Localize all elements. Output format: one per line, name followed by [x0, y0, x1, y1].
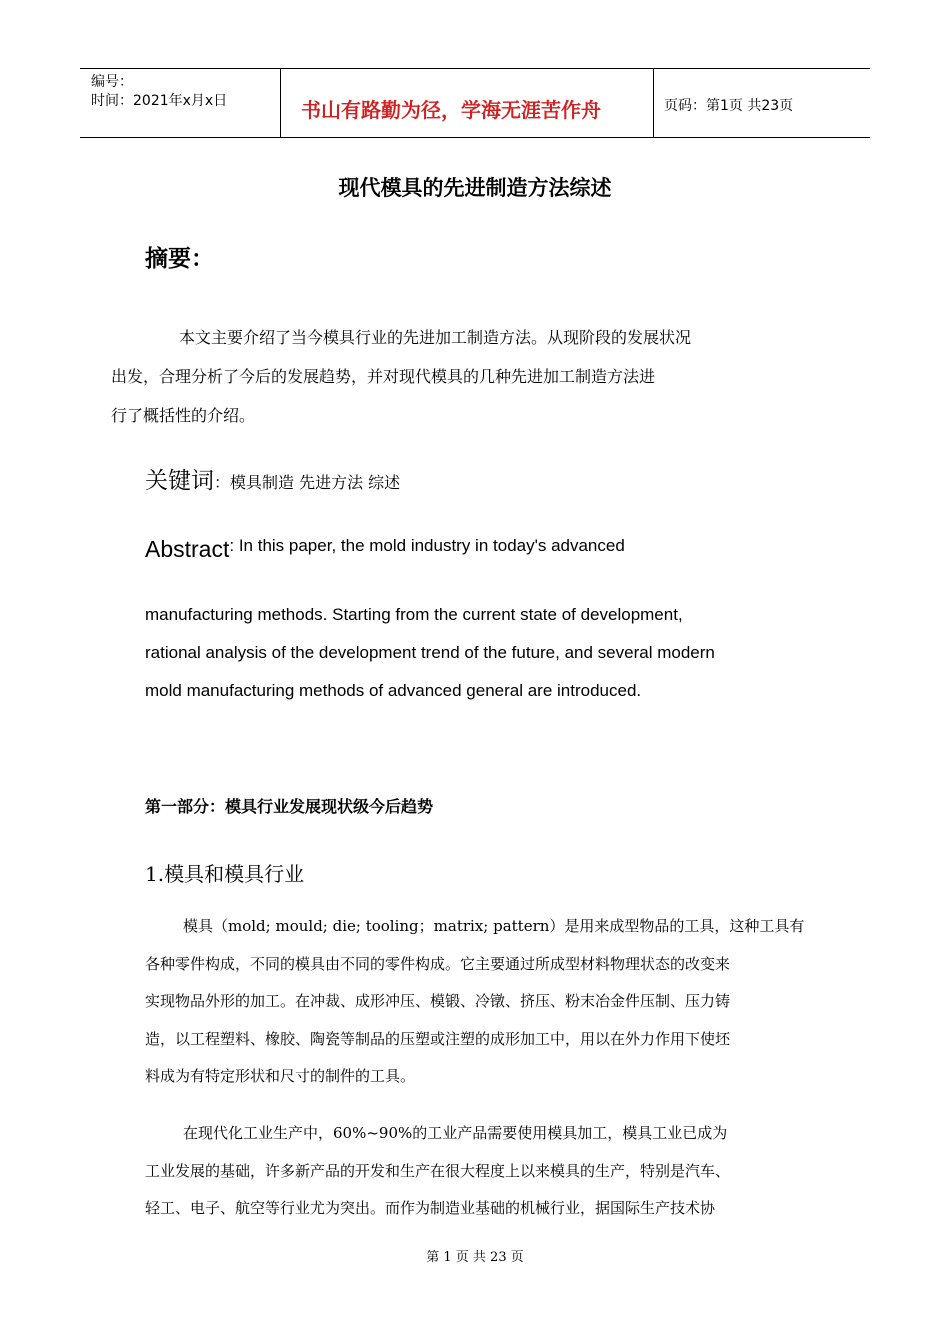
page-info: 页码：第1页 共23页 — [664, 98, 794, 114]
abstract-body — [111, 318, 815, 435]
header-table — [80, 68, 870, 138]
header-left-cell — [80, 69, 281, 137]
english-abstract-body — [145, 596, 845, 710]
english-line: manufacturing methods. Starting from the current state of development, — [145, 605, 683, 624]
section-heading: 第一部分：模具行业发展现状级今后趋势 — [145, 797, 434, 816]
document-title: 现代模具的先进制造方法综述 — [338, 176, 612, 200]
paragraph-line: 造，以工程塑料、橡胶、陶瓷等制品的压塑或注塑的成形加工中，用以在外力作用下使坯 — [145, 1029, 731, 1048]
abstract-line: 行了概括性的介绍。 — [111, 406, 256, 425]
abstract-line: 出发，合理分析了今后的发展趋势，并对现代模具的几种先进加工制造方法进 — [111, 367, 656, 386]
paragraph-line: 轻工、电子、航空等行业尤为突出。而作为制造业基础的机械行业，据国际生产技术协 — [145, 1199, 716, 1217]
paragraph-line: 实现物品外形的加工。在冲裁、成形冲压、模锻、冷镦、挤压、粉末冶金件压制、压力铸 — [145, 992, 731, 1010]
subsection-heading: 1.模具和模具行业 — [145, 862, 305, 886]
page-footer: 第 1 页 共 23 页 — [426, 1250, 524, 1265]
paragraph-line: 模具（mold; mould; die; tooling；matrix; pattern）是用来成型物品的工具，这种工具有 — [183, 917, 805, 935]
abstract-heading: 摘要： — [145, 246, 214, 272]
english-line: mold manufacturing methods of advanced general are introduced. — [145, 681, 642, 700]
paragraph-1 — [145, 908, 815, 1096]
keywords — [145, 462, 400, 495]
code-label: 编号： — [91, 74, 133, 90]
english-abstract-first-line — [145, 536, 625, 563]
keywords-value: ：模具制造 先进方法 综述 — [214, 473, 401, 492]
date-label: 时间：2021年x月x日 — [91, 93, 228, 109]
paragraph-2 — [145, 1115, 815, 1228]
english-abstract-label: Abstract — [145, 536, 230, 562]
abstract-line: 本文主要介绍了当今模具行业的先进加工制造方法。从现阶段的发展状况 — [179, 328, 692, 347]
paragraph-line: 各种零件构成，不同的模具由不同的零件构成。它主要通过所成型材料物理状态的改变来 — [145, 954, 731, 973]
header-motto-cell — [281, 69, 654, 137]
paragraph-line: 在现代化工业生产中，60%~90%的工业产品需要使用模具加工，模具工业已成为 — [183, 1124, 728, 1142]
english-line: rational analysis of the development trend of the future, and several modern — [145, 643, 715, 662]
paragraph-line: 工业发展的基础，许多新产品的开发和生产在很大程度上以来模具的生产，特别是汽车、 — [145, 1161, 731, 1180]
paragraph-line: 料成为有特定形状和尺寸的制件的工具。 — [145, 1067, 416, 1085]
keywords-label: 关键词 — [145, 468, 214, 494]
header-page-cell — [654, 69, 870, 137]
motto: 书山有路勤为径，学海无涯苦作舟 — [301, 98, 601, 122]
english-abstract-first: : In this paper, the mold industry in today's advanced — [229, 536, 625, 555]
